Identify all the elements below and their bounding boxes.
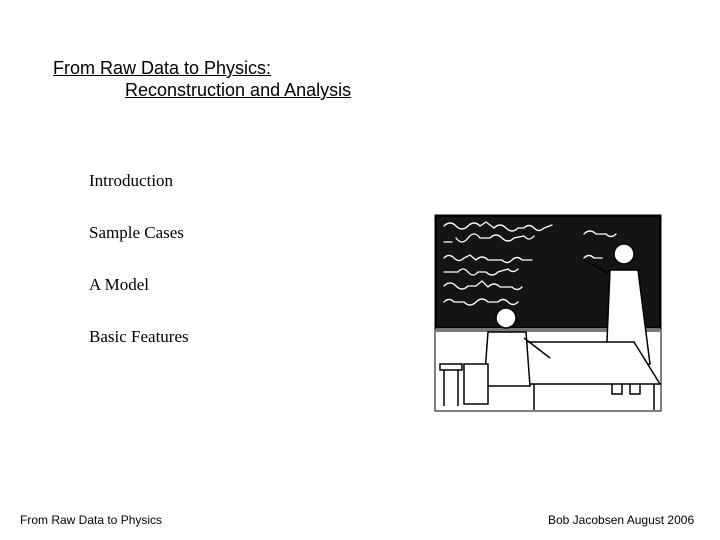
- blackboard-cartoon-icon: [434, 214, 662, 412]
- agenda-item-basic-features: Basic Features: [89, 327, 189, 346]
- agenda-list: [89, 170, 189, 378]
- agenda-item-a-model: A Model: [89, 275, 149, 294]
- footer-right: Bob Jacobsen August 2006: [548, 513, 695, 527]
- slide-title-line1: From Raw Data to Physics:: [53, 58, 272, 78]
- agenda-item-introduction: Introduction: [89, 171, 174, 190]
- slide-title: [53, 57, 351, 101]
- slide-title-line2: Reconstruction and Analysis: [125, 80, 352, 100]
- agenda-item-sample-cases: Sample Cases: [89, 223, 184, 242]
- footer-left: From Raw Data to Physics: [20, 513, 163, 527]
